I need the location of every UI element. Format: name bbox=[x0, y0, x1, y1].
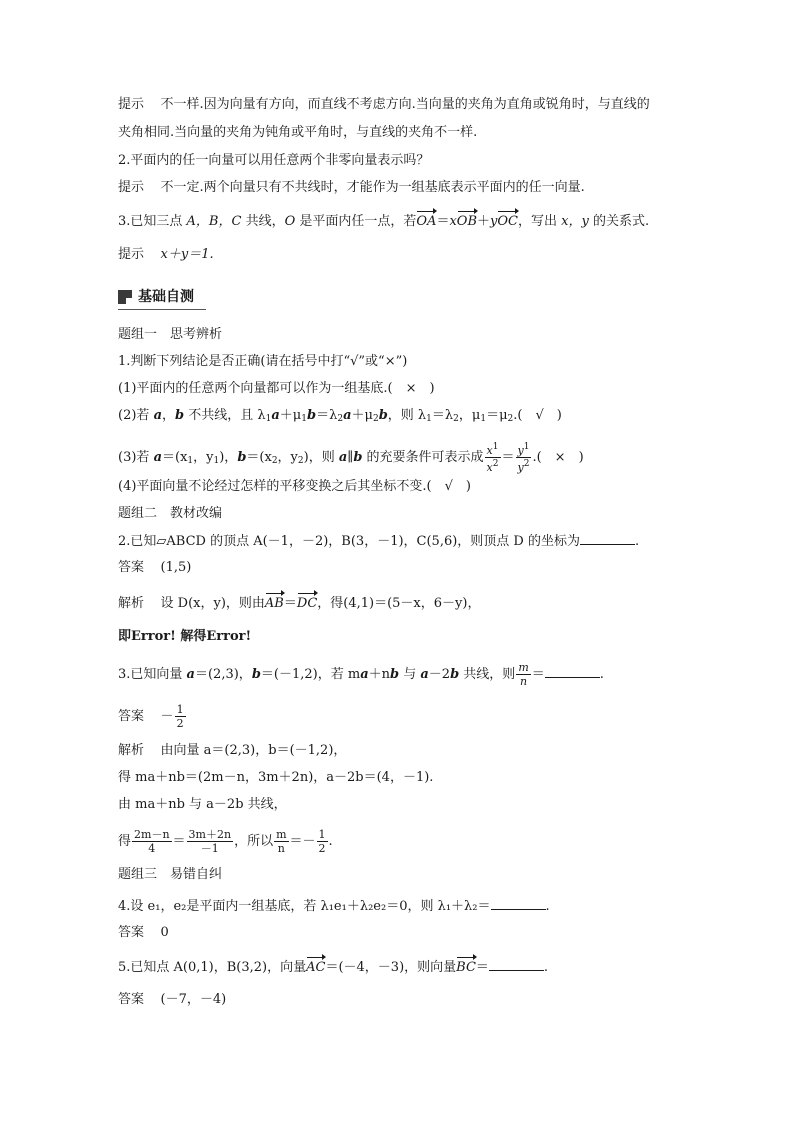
vec-a: a bbox=[338, 450, 348, 465]
s2-text: ＝λ bbox=[316, 408, 338, 423]
solution-3-line-1 bbox=[118, 742, 346, 760]
solution-text: 设 D(x，y)，则由 bbox=[160, 596, 265, 611]
fraction-denominator: n bbox=[277, 842, 285, 855]
s2-text: ＝μ bbox=[486, 408, 508, 423]
s2-text: .( √ ) bbox=[513, 408, 562, 423]
q3-xy: x，y bbox=[561, 214, 589, 229]
solution-tag: 解析 bbox=[118, 596, 145, 611]
statement-4: (4)平面向量不论经过怎样的平移变换之后其坐标不变.( √ ) bbox=[118, 479, 471, 494]
vec-b: b bbox=[175, 408, 185, 423]
vec-b: b bbox=[237, 450, 247, 465]
solution-3-line-2: 得 ma＋nb＝(2m－n，3m＋2n)，a－2b＝(4，－1). bbox=[118, 770, 434, 785]
q3b-text: . bbox=[599, 667, 604, 682]
q4-text: . bbox=[545, 899, 550, 914]
q3b-text: 与 bbox=[399, 667, 421, 682]
s3-text: .( × ) bbox=[532, 450, 584, 465]
s2-text: ，μ bbox=[458, 408, 481, 423]
q3-text: ，写出 bbox=[518, 214, 562, 229]
vector-oc: OC bbox=[497, 214, 518, 229]
vec-a: a bbox=[271, 408, 280, 423]
solution-text: ，所以 bbox=[234, 834, 274, 849]
answer-4 bbox=[118, 924, 169, 942]
fraction-numerator: 2m－n bbox=[134, 828, 170, 841]
fraction-numerator: 1 bbox=[318, 828, 326, 841]
question-3 bbox=[118, 213, 649, 231]
hint-1-line-2: 夹角相同.当向量的夹角为钝角或平角时，与直线的夹角不一样. bbox=[118, 125, 478, 140]
question-1: 1.判断下列结论是否正确(请在括号中打“√”或“×”) bbox=[118, 354, 408, 369]
solution-text: ＝－ bbox=[289, 834, 316, 849]
answer-5 bbox=[118, 991, 226, 1009]
question-2: 2.平面内的任一向量可以用任意两个非零向量表示吗？ bbox=[118, 153, 430, 168]
answer-fraction bbox=[175, 703, 186, 730]
q3b-text: ＝(2,3)， bbox=[194, 667, 252, 682]
solution-3-line-3: 由 ma＋nb 与 a－2b 共线， bbox=[118, 797, 287, 812]
vec-a: a bbox=[153, 408, 162, 423]
q5-text: . bbox=[543, 960, 549, 975]
q3-equals: ＝ bbox=[436, 214, 450, 229]
answer-tag: 答案 bbox=[118, 560, 145, 575]
answer-blank bbox=[491, 897, 546, 910]
hint-text: 不一定.两个向量只有不共线时，才能作为一组基底表示平面内的任一向量. bbox=[160, 180, 585, 195]
fraction-denominator: 4 bbox=[148, 842, 156, 855]
answer-blank bbox=[489, 958, 544, 971]
q3-points: A，B，C bbox=[186, 214, 242, 229]
q3-plus: ＋ bbox=[477, 214, 491, 229]
vec-b: b bbox=[353, 450, 363, 465]
s2-text: ＝λ bbox=[431, 408, 454, 423]
vec-b: b bbox=[450, 667, 460, 682]
vector-oa: OA bbox=[416, 214, 437, 229]
section-square-icon bbox=[118, 290, 132, 304]
s2-text: 不共线，且 λ bbox=[184, 408, 266, 423]
vector-ac: AC bbox=[306, 960, 326, 975]
q2b-text: 2.已知▱ABCD 的顶点 A(－1，－2)，B(3，－1)，C(5,6)，则顶点 D 的坐标为 bbox=[118, 534, 580, 549]
vector-bc: BC bbox=[456, 960, 476, 975]
solution-2-error-line: 即Error! 解得Error! bbox=[118, 629, 252, 644]
s2-text: ＋μ bbox=[279, 408, 302, 423]
hint-text: x＋y＝1. bbox=[160, 247, 214, 262]
hint-text: 不一样.因为向量有方向，而直线不考虑方向.当向量的夹角为直角或锐角时，与直线的 bbox=[160, 97, 650, 112]
solution-text: ，得(4,1)＝(5－x，6－y)， bbox=[317, 596, 481, 611]
hint-2 bbox=[118, 179, 585, 197]
q3b-text: 3.已知向量 bbox=[118, 667, 187, 682]
answer-3 bbox=[118, 703, 187, 730]
hint-tag: 提示 bbox=[118, 247, 145, 262]
vec-a: a bbox=[420, 667, 429, 682]
solution-text: ＝ bbox=[283, 596, 297, 611]
fraction-x-over-x: $\frac{x^1}{x^2}$ bbox=[486, 442, 499, 474]
section-title: 基础自测 bbox=[138, 289, 194, 305]
vec-a: a bbox=[360, 667, 369, 682]
fraction-4 bbox=[317, 828, 328, 855]
vec-a: a bbox=[153, 450, 162, 465]
answer-blank bbox=[580, 532, 635, 545]
answer-value: (－7，－4) bbox=[160, 992, 227, 1007]
q3-text: 3.已知三点 bbox=[118, 214, 187, 229]
q5-text: ＝(－4，－3)，则向量 bbox=[325, 960, 457, 975]
vec-b: b bbox=[390, 667, 400, 682]
vec-b: b bbox=[306, 408, 317, 423]
q3-text: 共线， bbox=[241, 214, 285, 229]
fraction-numerator: 3m＋2n bbox=[188, 828, 232, 841]
fraction-3 bbox=[274, 828, 288, 855]
hint-1-line-1 bbox=[118, 96, 650, 114]
question-5 bbox=[118, 958, 548, 977]
q3b-text: －2 bbox=[428, 667, 451, 682]
vector-ob: OB bbox=[456, 214, 478, 229]
q3-text: 是平面内任一点，若 bbox=[295, 214, 417, 229]
solution-2 bbox=[118, 595, 480, 613]
answer-value: 0 bbox=[160, 925, 169, 940]
fraction-y-over-y: $\frac{y^1}{y^2}$ bbox=[517, 442, 530, 474]
q3-point-o: O bbox=[284, 214, 296, 229]
vec-b: b bbox=[378, 408, 388, 423]
s2-text: ，则 λ bbox=[387, 408, 427, 423]
answer-tag: 答案 bbox=[118, 709, 145, 724]
statement-3: (3)若 $a=(x_1$，$y_1$)，$b=(x_2$，$y_2$)，则 a∥b 的充要条件可表示成 $\frac{x^1}{x^2}$ ＝ $\frac{y^1}{y^2}$ .( × ) bbox=[118, 442, 584, 474]
s3-text: (3)若 bbox=[118, 450, 154, 465]
s3-text: ＝(x bbox=[162, 450, 188, 465]
q3-x: x bbox=[449, 214, 457, 229]
group-1-title: 题组一 思考辨析 bbox=[118, 327, 223, 342]
fraction-denominator: 2 bbox=[318, 842, 326, 855]
section-underline bbox=[118, 309, 206, 310]
fraction-m-over-n: $\frac{m}{n}$ bbox=[518, 661, 529, 688]
solution-text: 得 bbox=[118, 834, 132, 849]
q3-text: 的关系式. bbox=[588, 214, 650, 229]
s2-text: ＋μ bbox=[351, 408, 373, 423]
answer-numerator: 1 bbox=[176, 703, 184, 716]
hint-tag: 提示 bbox=[118, 180, 145, 195]
answer-sign: － bbox=[160, 709, 174, 724]
answer-value: (1,5) bbox=[160, 560, 192, 575]
vector-ab: AB bbox=[264, 596, 284, 611]
solution-tag: 解析 bbox=[118, 743, 145, 758]
solution-text: . bbox=[328, 834, 333, 849]
s2-text: ， bbox=[162, 408, 176, 423]
solution-text: ＝ bbox=[172, 834, 186, 849]
q5-text: ＝ bbox=[475, 960, 489, 975]
q3-y: y bbox=[490, 214, 498, 229]
answer-blank bbox=[545, 665, 600, 678]
statement-2: (2)若 a，b 不共线，且 $\lambda_1a+\mu_1b=\lambda_2a+\mu_2b$，则 $\lambda_1=\lambda_2$，$\mu_1=\mu_2$.( √ ) bbox=[118, 408, 562, 424]
section-header bbox=[118, 286, 206, 310]
group-2-title: 题组二 教材改编 bbox=[118, 506, 223, 521]
question-3b bbox=[118, 661, 604, 688]
solution-3-line-4 bbox=[118, 828, 333, 855]
q5-text: 5.已知点 A(0,1)，B(3,2)，向量 bbox=[118, 960, 307, 975]
q3b-text: ＝(－1,2)，若 m bbox=[260, 667, 361, 682]
q4-text: 4.设 e₁，e₂是平面内一组基底，若 λ₁e₁＋λ₂e₂＝0，则 λ₁＋λ₂＝ bbox=[118, 899, 491, 914]
vec-b: b bbox=[251, 667, 261, 682]
fraction-numerator: m bbox=[276, 828, 287, 841]
answer-2 bbox=[118, 559, 191, 577]
s3-text: )， bbox=[219, 450, 238, 465]
q2b-text: . bbox=[634, 534, 640, 549]
s3-text: )，则 bbox=[303, 450, 339, 465]
question-4 bbox=[118, 897, 550, 916]
hint-3 bbox=[118, 246, 214, 264]
q3b-text: 共线，则 bbox=[459, 667, 516, 682]
s3-text: ∥ bbox=[347, 450, 354, 465]
fraction-denominator: －1 bbox=[200, 842, 219, 855]
question-2b bbox=[118, 532, 639, 551]
s3-text: ，y bbox=[193, 450, 214, 465]
answer-tag: 答案 bbox=[118, 925, 145, 940]
q3b-text: ＋n bbox=[368, 667, 390, 682]
solution-text: 由向量 a＝(2,3)，b＝(－1,2)， bbox=[160, 743, 347, 758]
answer-tag: 答案 bbox=[118, 992, 145, 1007]
q3b-text: ＝ bbox=[531, 667, 545, 682]
s3-text: ，y bbox=[277, 450, 298, 465]
vec-a: a bbox=[343, 408, 352, 423]
s3-text: 的充要条件可表示成 bbox=[362, 450, 484, 465]
fraction-2 bbox=[187, 828, 234, 855]
vec-a: a bbox=[186, 667, 195, 682]
vector-dc: DC bbox=[296, 596, 318, 611]
answer-denominator: 2 bbox=[176, 717, 184, 730]
s3-text: ＝(x bbox=[246, 450, 272, 465]
s2-text: (2)若 bbox=[118, 408, 154, 423]
statement-1: (1)平面内的任意两个向量都可以作为一组基底.( × ) bbox=[118, 381, 435, 396]
fraction-1 bbox=[132, 828, 172, 855]
hint-tag: 提示 bbox=[118, 97, 145, 112]
group-3-title: 题组三 易错自纠 bbox=[118, 867, 223, 882]
